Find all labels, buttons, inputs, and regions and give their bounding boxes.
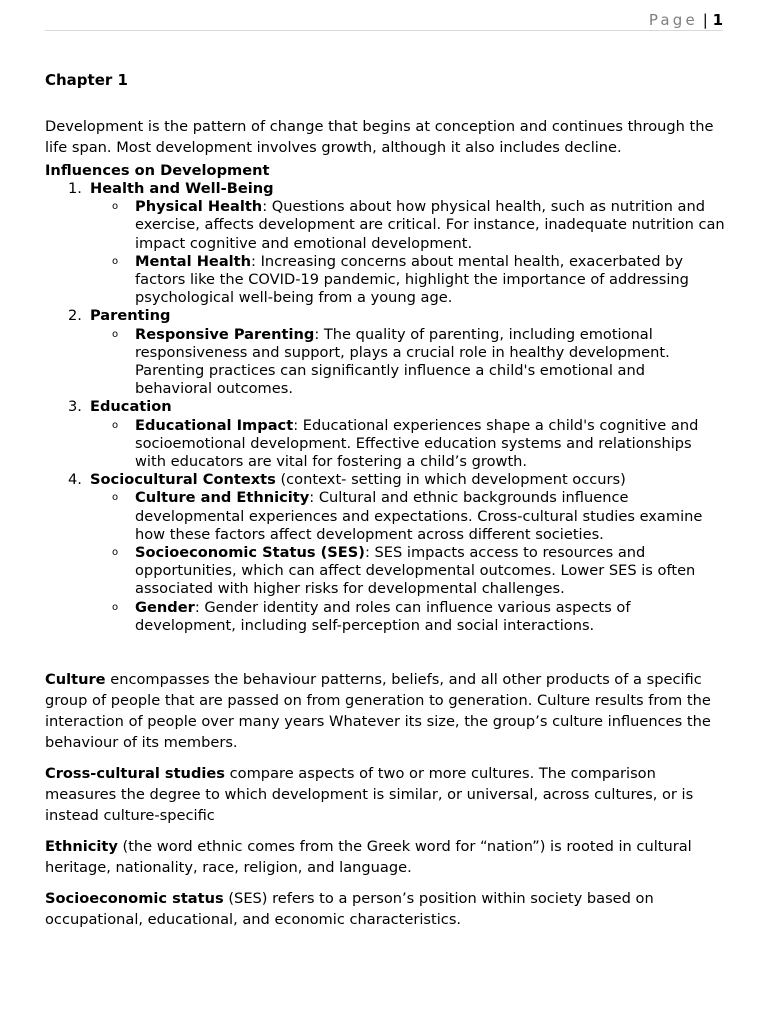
list-item [45,398,725,471]
bullet-icon: o [112,255,119,267]
intro-paragraph: Development is the pattern of change that begins at conception and continues through the life span. Most development involves growth, although it also includes decline. [45,118,714,156]
sub-item-text: : Gender identity and roles can influence various aspects of development, including self-perception and social interactions. [135,598,631,634]
influences-heading: Influences on Development [45,162,270,179]
sub-item-term: Mental Health [135,252,252,270]
sub-item-text: : Questions about how physical health, such as nutrition and exercise, affects development are critical. For instance, inadequate nutrition can impact cognitive and emotional development. [135,198,725,252]
sub-item-text: : Cultural and ethnic backgrounds influence developmental experiences and expectations. Cross-cultural studies examine how these factors affect development across different societies. [135,489,703,543]
page-label: Page [648,11,698,29]
sub-list-item [90,599,725,635]
sub-item-text: : SES impacts access to resources and opportunities, which can affect developmental outcomes. Lower SES is often associated with higher risks for developmental challenges. [135,544,696,598]
list-item-title: Sociocultural Contexts [90,471,276,489]
definition-text: compare aspects of two or more cultures. The comparison measures the degree to which development is similar, or universal, across cultures, or is instead culture-specific [45,765,694,825]
sub-item-term: Educational Impact [135,416,294,434]
list-item [45,307,725,398]
definition-term: Culture [45,671,106,689]
sub-item-text: : Educational experiences shape a child's cognitive and socioemotional development. Effective education systems and relationships with educators are vital for fostering a child’s growth. [135,416,699,471]
sub-item-term: Socioeconomic Status (SES) [135,544,365,562]
sub-item-term: Physical Health [135,198,263,216]
bullet-icon: o [112,419,119,431]
list-item [45,471,725,635]
definition-text: (the word ethnic comes from the Greek word for “nation”) is rooted in cultural heritage, nationality, race, religion, and language. [45,838,692,877]
list-number: 3. [68,398,82,416]
list-item [45,180,725,307]
sub-item-text: : The quality of parenting, including emotional responsiveness and support, plays a crucial role in healthy development. Parenting practices can significantly influence a child's emotional and behavioral outcomes. [135,325,670,398]
bullet-icon: o [112,328,119,340]
list-item-title: Health and Well-Being [90,180,274,197]
influences-list [45,180,725,635]
header-rule [45,30,723,31]
sub-list-item [90,489,725,544]
bullet-icon: o [112,601,119,613]
sub-item-text: : Increasing concerns about mental health, exacerbated by factors like the COVID-19 pandemic, highlight the importance of addressing psychological well-being from a young age. [135,252,689,307]
sub-item-term: Responsive Parenting [135,325,315,343]
definition-text: encompasses the behaviour patterns, beliefs, and all other products of a specific group of people that are passed on from generation to generation. Culture results from the interaction of people over many years Whatever its size, the group’s culture influences the behaviour of its members. [45,671,711,752]
sub-list-item [90,417,725,472]
sub-list [90,326,725,399]
definition-paragraph [45,763,725,826]
chapter-title: Chapter 1 [45,71,128,89]
list-number: 1. [68,180,82,197]
list-item-title: Education [90,398,172,416]
document-body [45,70,725,930]
sub-list-item [90,198,725,253]
definition-text: (SES) refers to a person’s position within society based on occupational, educational, and economic characteristics. [45,890,654,929]
sub-list [90,489,725,635]
list-number: 2. [68,307,82,325]
list-item-suffix: (context- setting in which development occurs) [275,471,626,489]
sub-list [90,198,725,307]
sub-item-term: Gender [135,598,195,616]
page-number: 1 [712,11,723,29]
definition-term: Socioeconomic status [45,890,224,908]
bullet-icon: o [112,201,119,213]
definition-term: Cross-cultural studies [45,765,225,783]
sub-list-item [90,326,725,399]
page-separator: | [702,11,708,29]
definition-paragraph [45,669,725,753]
list-number: 4. [68,471,82,489]
page-header [649,10,723,30]
bullet-icon: o [112,547,119,559]
sub-list [90,417,725,472]
definition-paragraph [45,888,725,930]
definition-paragraph [45,836,725,878]
definition-term: Ethnicity [45,838,118,856]
list-item-title: Parenting [90,307,171,325]
sub-list-item [90,253,725,308]
bullet-icon: o [112,492,119,504]
sub-list-item [90,544,725,599]
sub-item-term: Culture and Ethnicity [135,489,310,507]
